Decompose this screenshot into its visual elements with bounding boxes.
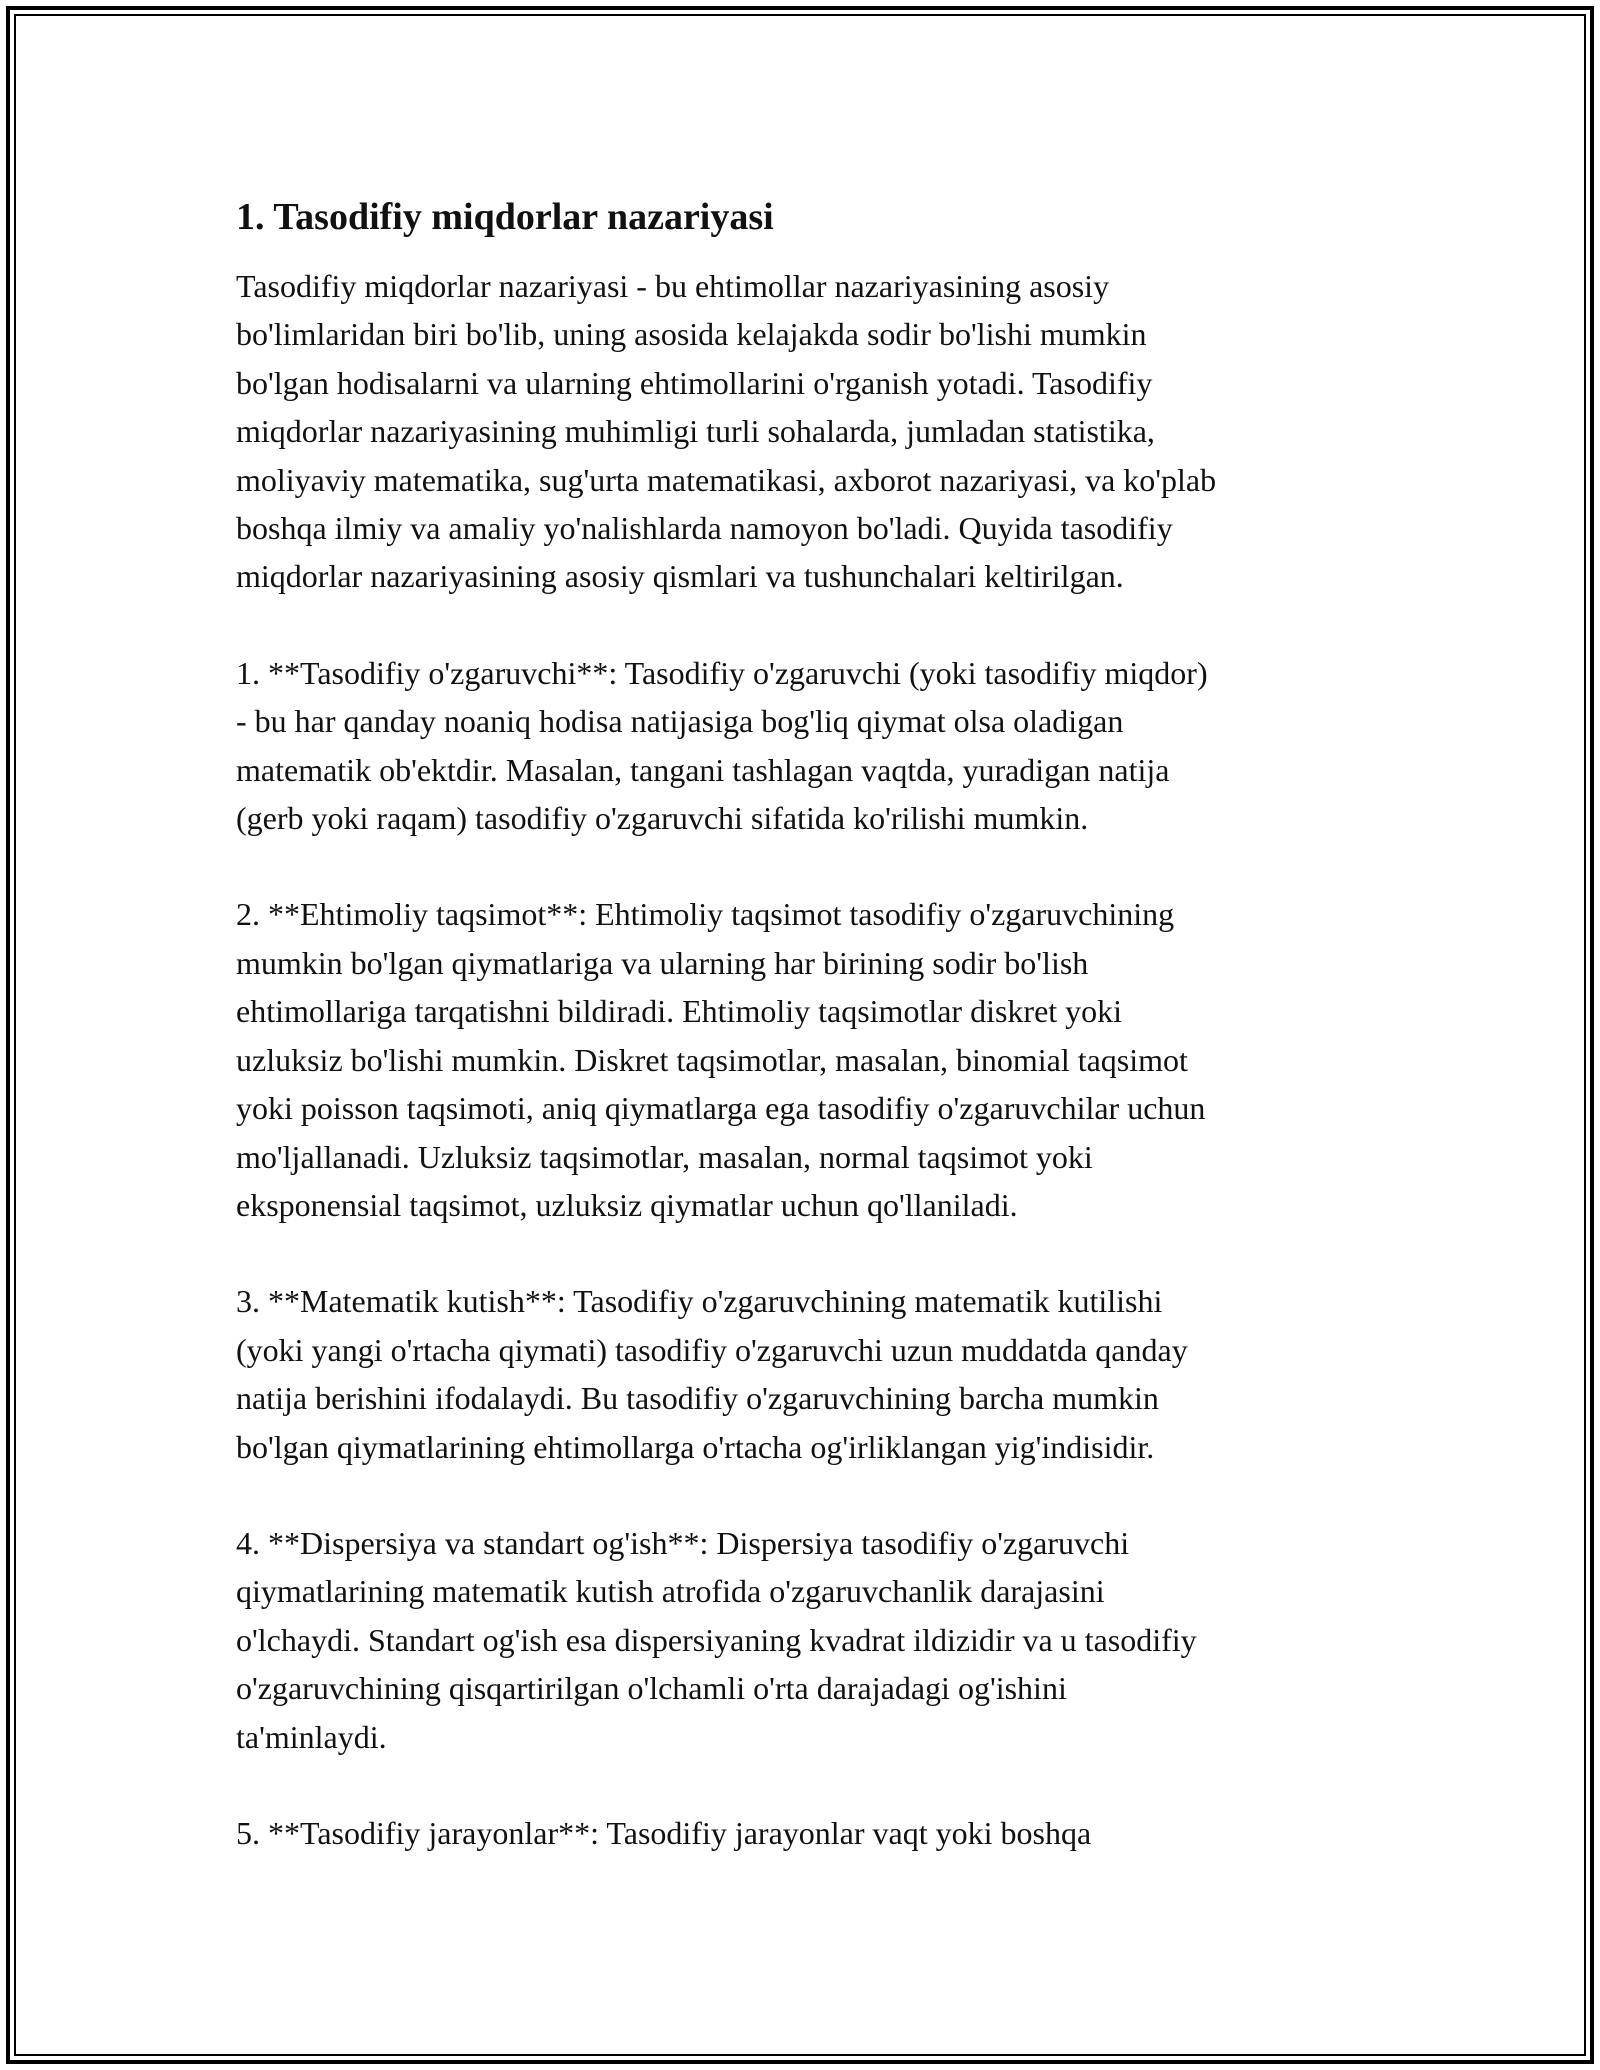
item-expected-value: 3. **Matematik kutish**: Tasodifiy o'zgaruvchining matematik kutilishi (yoki yangi o'rtacha qiymati) tasodifiy o'zgaruvchi uzun muddatda qanday natija berishini ifodalaydi. Bu tasodifiy o'zgaruvchining barcha mumkin bo'lgan qiymatlarining ehtimollarga o'rtacha og'irliklangan yig'indisidir. (236, 1283, 1188, 1465)
item-random-processes: 5. **Tasodifiy jarayonlar**: Tasodifiy jarayonlar vaqt yoki boshqa (236, 1814, 1092, 1851)
item-random-variable: 1. **Tasodifiy o'zgaruvchi**: Tasodifiy o'zgaruvchi (yoki tasodifiy miqdor) - bu har qanday noaniq hodisa natijasiga bog'liq qiymat olsa oladigan matematik ob'ektdir. Masalan, tangani tashlagan vaqtda, yuradigan natija (gerb yoki raqam) tasodifiy o'zgaruvchi sifatida ko'rilishi mumkin. (236, 654, 1208, 837)
item-probability-distribution: 2. **Ehtimoliy taqsimot**: Ehtimoliy taqsimot tasodifiy o'zgaruvchining mumkin bo'lgan qiymatlariga va ularning har birining sodir bo'lish ehtimollariga tarqatishni bildiradi. Ehtimoliy taqsimotlar diskret yoki uzluksiz bo'lishi mumkin. Diskret taqsimotlar, masalan, binomial taqsimot yoki poisson taqsimoti, aniq qiymatlarga ega tasodifiy o'zgaruvchilar uchun mo'ljallanadi. Uzluksiz taqsimotlar, masalan, normal taqsimot yoki eksponensial taqsimot, uzluksiz qiymatlar uchun qo'llaniladi. (236, 896, 1206, 1223)
document-body (236, 192, 1386, 1905)
intro-paragraph: Tasodifiy miqdorlar nazariyasi - bu ehtimollar nazariyasining asosiy bo'limlaridan biri bo'lib, uning asosida kelajakda sodir bo'lishi mumkin bo'lgan hodisalarni va ularning ehtimollarini o'rganish yotadi. Tasodifiy miqdorlar nazariyasining muhimligi turli sohalarda, jumladan statistika, moliyaviy matematika, sug'urta matematikasi, axborot nazariyasi, va ko'plab boshqa ilmiy va amaliy yo'nalishlarda namoyon bo'ladi. Quyida tasodifiy miqdorlar nazariyasining asosiy qismlari va tushunchalari keltirilgan. (236, 268, 1217, 595)
item-variance-std-dev: 4. **Dispersiya va standart og'ish**: Dispersiya tasodifiy o'zgaruvchi qiymatlarining matematik kutish atrofida o'zgaruvchanlik darajasini o'lchaydi. Standart og'ish esa dispersiyaning kvadrat ildizidir va u tasodifiy o'zgaruvchining qisqartirilgan o'lchamli o'rta darajadagi og'ishini ta'minlaydi. (236, 1524, 1197, 1755)
section-title: 1. Tasodifiy miqdorlar nazariyasi (236, 196, 774, 238)
